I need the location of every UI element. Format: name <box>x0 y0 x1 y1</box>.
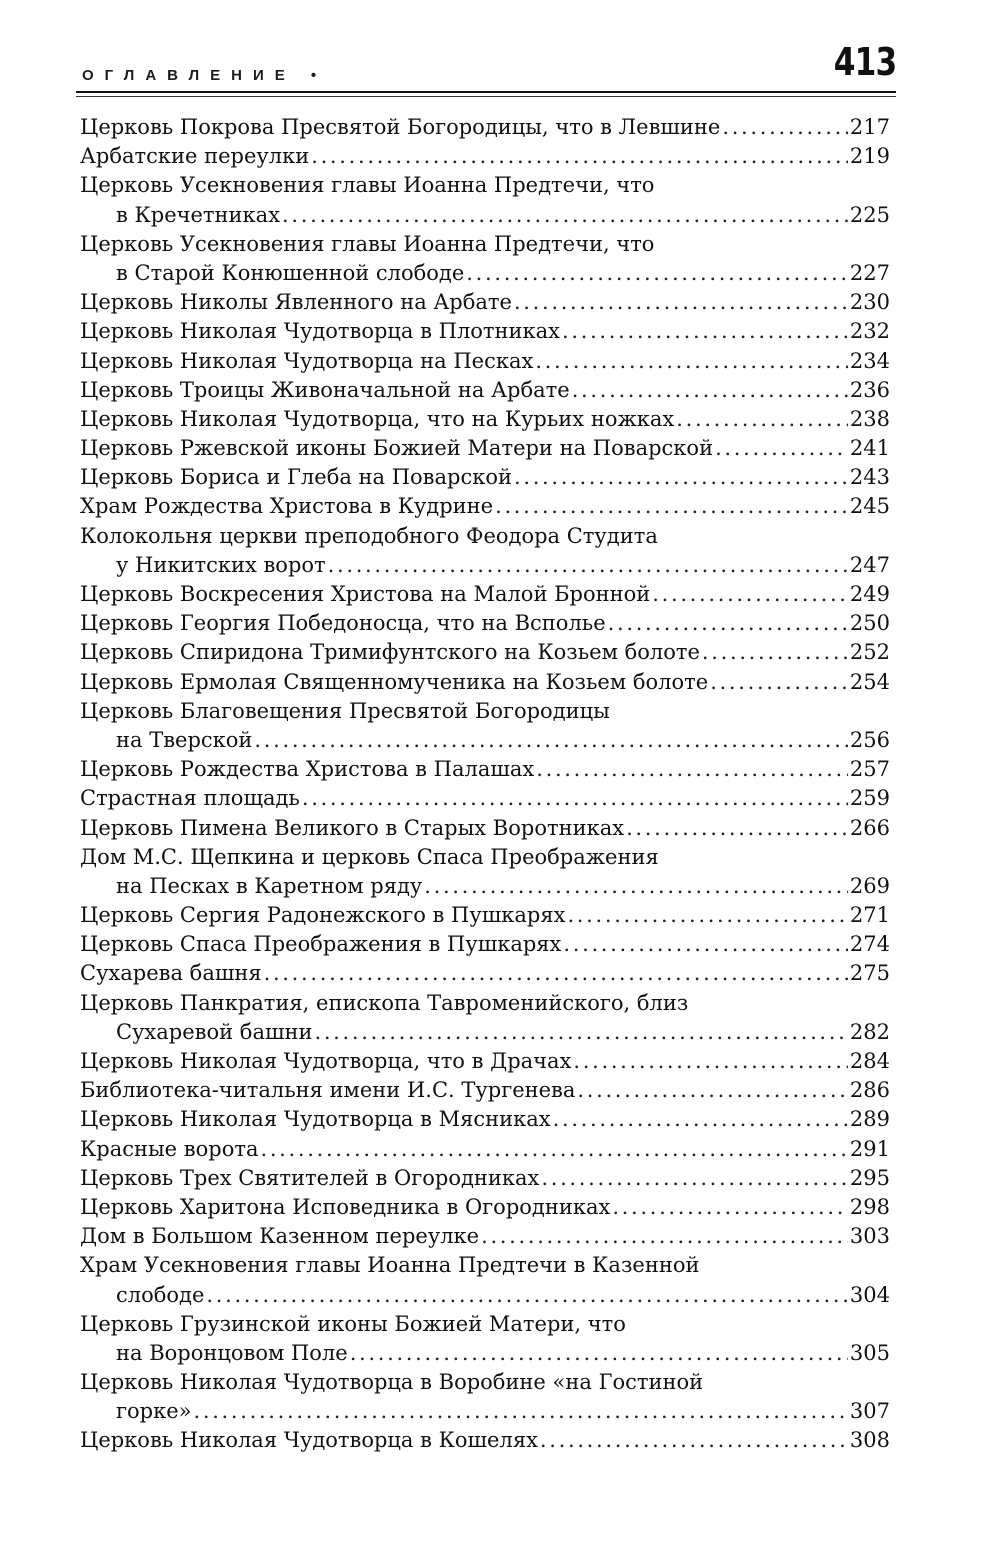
toc-entry-title: Церковь Николая Чудотворца в Воробине «на Гостиной <box>80 1370 704 1395</box>
toc-entry-line <box>80 463 890 492</box>
toc-entry-page: 304 <box>849 1282 890 1307</box>
toc-entry <box>80 113 890 142</box>
toc-entry-page: 243 <box>849 465 890 490</box>
toc-entry-title: Церковь Николы Явленного на Арбате <box>80 290 512 315</box>
table-of-contents <box>80 113 890 1456</box>
header-rule <box>76 91 896 93</box>
toc-entry <box>80 405 890 434</box>
toc-entry-title: Церковь Пимена Великого в Старых Воротниках <box>80 815 625 840</box>
toc-entry <box>80 697 890 755</box>
toc-entry-title: Сухаревой башни <box>116 1019 313 1044</box>
toc-entry-title: Церковь Николая Чудотворца, что в Драчах <box>80 1049 572 1073</box>
toc-entry-continuation <box>80 1397 890 1426</box>
toc-entry-page: 305 <box>849 1340 890 1365</box>
toc-entry-page: 257 <box>849 757 890 782</box>
toc-entry <box>80 1251 890 1309</box>
toc-entry-line <box>80 288 890 317</box>
toc-entry-title: Церковь Николая Чудотворца в Кошелях <box>80 1428 538 1453</box>
toc-entry <box>80 843 890 901</box>
toc-entry-line <box>80 317 890 346</box>
toc-entry-line <box>80 171 890 200</box>
toc-entry-title: Церковь Ермолая Священномученика на Козьем болоте <box>80 669 709 694</box>
toc-entry-page: 230 <box>849 290 890 315</box>
toc-entry-title: Сухарева башня <box>80 961 262 986</box>
toc-entry-title: Церковь Воскресения Христова на Малой Бронной <box>80 582 651 606</box>
toc-entry-title: Церковь Усекновения главы Иоанна Предтечи, что <box>80 173 655 198</box>
toc-entry-title: на Тверской <box>116 727 253 752</box>
toc-entry-line <box>80 376 890 405</box>
toc-entry-title: Арбатские переулки <box>80 144 310 169</box>
toc-entry-title: Церковь Спиридона Тримифунтского на Козьем болоте <box>80 640 700 665</box>
toc-entry-page: 259 <box>849 786 890 811</box>
toc-entry-line <box>80 492 890 521</box>
toc-entry-page: 232 <box>849 319 890 344</box>
toc-entry-page: 252 <box>849 640 890 665</box>
toc-entry <box>80 492 890 521</box>
dot-leader <box>541 1164 848 1193</box>
toc-entry-page: 254 <box>849 669 890 694</box>
toc-entry-continuation <box>80 872 890 901</box>
toc-entry-continuation <box>80 1339 890 1368</box>
toc-entry-title: Страстная площадь <box>80 786 300 811</box>
toc-entry-page: 234 <box>849 348 890 373</box>
toc-entry-page: 291 <box>849 1136 890 1161</box>
toc-entry-line <box>80 697 890 726</box>
toc-entry <box>80 638 890 667</box>
toc-entry-line <box>80 1193 890 1222</box>
toc-entry-line <box>80 1047 890 1076</box>
toc-entry-title: Храм Рождества Христова в Кудрине <box>80 494 494 519</box>
dot-leader <box>282 201 848 230</box>
toc-entry-page: 269 <box>849 873 890 898</box>
toc-entry-continuation <box>80 551 890 580</box>
toc-entry-page: 289 <box>849 1107 890 1132</box>
toc-entry <box>80 1164 890 1193</box>
toc-entry-page: 282 <box>849 1019 890 1044</box>
toc-entry-page: 238 <box>849 406 890 431</box>
toc-entry-page: 227 <box>849 260 890 285</box>
dot-leader <box>652 580 848 609</box>
toc-entry-title: Церковь Панкратия, епископа Тавроменийского, близ <box>80 990 689 1015</box>
toc-entry-title: Церковь Харитона Исповедника в Огородниках <box>80 1194 611 1219</box>
dot-leader <box>424 872 848 901</box>
toc-entry-line <box>80 1105 890 1134</box>
toc-entry-page: 307 <box>849 1399 890 1424</box>
page-header <box>76 40 896 94</box>
toc-entry-page: 249 <box>849 582 890 606</box>
toc-entry-page: 286 <box>849 1078 890 1103</box>
dot-leader <box>577 1076 848 1105</box>
toc-entry <box>80 755 890 784</box>
toc-entry-line <box>80 755 890 784</box>
toc-entry-title: Церковь Георгия Победоносца, что на Всполье <box>80 611 606 636</box>
toc-entry-page: 219 <box>849 144 890 169</box>
toc-entry-line <box>80 843 890 872</box>
toc-entry <box>80 1368 890 1426</box>
toc-entry-page: 275 <box>849 961 890 986</box>
toc-entry <box>80 959 890 988</box>
toc-entry-line <box>80 434 890 463</box>
toc-entry-title: Церковь Николая Чудотворца в Плотниках <box>80 319 561 344</box>
toc-entry-continuation <box>80 726 890 755</box>
toc-entry <box>80 668 890 697</box>
toc-entry-title: Церковь Николая Чудотворца в Мясниках <box>80 1107 551 1132</box>
toc-entry-page: 266 <box>849 815 890 840</box>
toc-entry-title: в Кречетниках <box>116 202 281 227</box>
toc-entry-title: Церковь Грузинской иконы Божией Матери, что <box>80 1311 626 1336</box>
header-rule-thin <box>76 96 896 97</box>
toc-entry-line <box>80 1076 890 1105</box>
toc-entry-page: 250 <box>849 611 890 636</box>
toc-entry-title: Церковь Николая Чудотворца на Песках <box>80 348 534 373</box>
toc-entry-title: Церковь Трех Святителей в Огородниках <box>80 1165 540 1190</box>
toc-entry-line <box>80 1164 890 1193</box>
dot-leader <box>702 638 848 667</box>
toc-entry-line <box>80 638 890 667</box>
toc-entry <box>80 317 890 346</box>
dot-leader <box>540 1426 848 1455</box>
toc-entry-line <box>80 1310 890 1339</box>
toc-entry-page: 274 <box>849 932 890 957</box>
toc-entry-title: Дом в Большом Казенном переулке <box>80 1224 480 1249</box>
toc-entry-title: Колокольня церкви преподобного Феодора Студита <box>80 523 658 548</box>
toc-entry <box>80 1105 890 1134</box>
dot-leader <box>264 959 848 988</box>
dot-leader <box>350 1339 848 1368</box>
dot-leader <box>553 1105 848 1134</box>
dot-leader <box>626 814 848 843</box>
toc-entry <box>80 1076 890 1105</box>
toc-entry-title: Церковь Спаса Преображения в Пушкарях <box>80 932 562 957</box>
toc-entry <box>80 930 890 959</box>
toc-entry-title: Церковь Усекновения главы Иоанна Предтечи, что <box>80 231 655 256</box>
dot-leader <box>535 347 848 376</box>
toc-entry-line <box>80 1368 890 1397</box>
toc-entry-title: в Старой Конюшенной слободе <box>116 260 465 285</box>
toc-entry-line <box>80 1426 890 1455</box>
dot-leader <box>608 609 848 638</box>
toc-entry <box>80 580 890 609</box>
dot-leader <box>260 1135 847 1164</box>
toc-entry-line <box>80 930 890 959</box>
toc-entry <box>80 434 890 463</box>
dot-leader <box>314 1018 847 1047</box>
toc-entry-page: 245 <box>849 494 890 519</box>
toc-entry-title: Церковь Покрова Пресвятой Богородицы, что в Левшине <box>80 115 721 139</box>
toc-entry-page: 295 <box>849 1165 890 1190</box>
dot-leader <box>254 726 847 755</box>
toc-entry <box>80 230 890 288</box>
toc-entry-line <box>80 522 890 551</box>
toc-entry-continuation <box>80 1281 890 1310</box>
toc-entry-line <box>80 113 890 142</box>
toc-entry-line <box>80 405 890 434</box>
toc-entry <box>80 1193 890 1222</box>
toc-entry-page: 284 <box>849 1049 890 1073</box>
toc-entry-page: 247 <box>849 552 890 577</box>
toc-entry-continuation <box>80 201 890 230</box>
toc-entry-title: Церковь Рождества Христова в Палашах <box>80 757 535 782</box>
toc-entry-title: у Никитских ворот <box>116 552 326 577</box>
toc-entry-page: 236 <box>849 377 890 402</box>
toc-entry <box>80 784 890 813</box>
toc-entry <box>80 814 890 843</box>
toc-entry-continuation <box>80 1018 890 1047</box>
toc-entry-line <box>80 609 890 638</box>
dot-leader <box>466 259 848 288</box>
dot-leader <box>514 288 848 317</box>
dot-leader <box>676 405 848 434</box>
toc-entry-title: Библиотека-читальня имени И.С. Тургенева <box>80 1078 576 1103</box>
toc-entry-page: 256 <box>849 727 890 752</box>
toc-entry-title: на Воронцовом Поле <box>116 1340 348 1365</box>
toc-entry-line <box>80 1135 890 1164</box>
toc-entry-page: 308 <box>849 1428 890 1453</box>
toc-entry-line <box>80 1251 890 1280</box>
toc-entry-line <box>80 142 890 171</box>
toc-entry-page: 298 <box>849 1194 890 1219</box>
dot-leader <box>612 1193 848 1222</box>
dot-leader <box>567 901 847 930</box>
toc-entry-title: горке» <box>116 1399 192 1424</box>
dot-leader <box>722 113 848 142</box>
toc-entry <box>80 171 890 229</box>
toc-entry-continuation <box>80 259 890 288</box>
toc-entry-line <box>80 347 890 376</box>
dot-leader <box>302 784 848 813</box>
toc-entry <box>80 1047 890 1076</box>
toc-entry <box>80 522 890 580</box>
toc-entry-title: Церковь Благовещения Пресвятой Богородицы <box>80 698 610 723</box>
dot-leader <box>481 1222 848 1251</box>
page-number: 413 <box>833 40 896 84</box>
toc-entry-line <box>80 580 890 609</box>
dot-leader <box>194 1397 848 1426</box>
toc-entry-page: 217 <box>849 115 890 139</box>
running-title: ОГЛАВЛЕНИЕ • <box>82 67 328 84</box>
toc-entry-title: Церковь Троицы Живоначальной на Арбате <box>80 377 570 402</box>
toc-entry-line <box>80 1222 890 1251</box>
toc-entry-title: Дом М.С. Щепкина и церковь Спаса Преображения <box>80 844 659 869</box>
dot-leader <box>536 755 848 784</box>
toc-entry <box>80 989 890 1047</box>
dot-leader <box>311 142 848 171</box>
toc-entry-line <box>80 989 890 1018</box>
toc-entry-title: Церковь Бориса и Глеба на Поварской <box>80 465 512 490</box>
toc-entry <box>80 347 890 376</box>
toc-entry-page: 303 <box>849 1224 890 1249</box>
toc-entry <box>80 1222 890 1251</box>
toc-entry <box>80 1310 890 1368</box>
toc-entry <box>80 1135 890 1164</box>
toc-entry-line <box>80 668 890 697</box>
dot-leader <box>573 1047 847 1076</box>
dot-leader <box>715 434 848 463</box>
dot-leader <box>710 668 848 697</box>
toc-entry-title: Церковь Сергия Радонежского в Пушкарях <box>80 903 566 928</box>
toc-entry-title: Церковь Ржевской иконы Божией Матери на Поварской <box>80 436 714 461</box>
dot-leader <box>563 930 848 959</box>
toc-entry <box>80 142 890 171</box>
toc-entry <box>80 376 890 405</box>
toc-entry <box>80 901 890 930</box>
dot-leader <box>206 1281 848 1310</box>
dot-leader <box>495 492 848 521</box>
toc-entry-title: Храм Усекновения главы Иоанна Предтечи в Казенной <box>80 1253 700 1278</box>
toc-entry-title: Церковь Николая Чудотворца, что на Курьих ножках <box>80 406 675 431</box>
toc-entry-line <box>80 901 890 930</box>
dot-leader <box>514 463 848 492</box>
toc-entry-title: на Песках в Каретном ряду <box>116 873 423 898</box>
toc-entry-line <box>80 230 890 259</box>
toc-entry-page: 241 <box>849 436 890 461</box>
toc-entry <box>80 463 890 492</box>
toc-entry-page: 225 <box>849 202 890 227</box>
toc-entry-page: 271 <box>849 903 890 928</box>
dot-leader <box>572 376 848 405</box>
toc-entry-title: Красные ворота <box>80 1136 259 1161</box>
toc-entry <box>80 609 890 638</box>
toc-entry-title: слободе <box>116 1282 205 1307</box>
toc-entry-line <box>80 814 890 843</box>
toc-entry-line <box>80 959 890 988</box>
dot-leader <box>562 317 848 346</box>
toc-entry <box>80 1426 890 1455</box>
toc-entry-line <box>80 784 890 813</box>
dot-leader <box>328 551 848 580</box>
toc-entry <box>80 288 890 317</box>
